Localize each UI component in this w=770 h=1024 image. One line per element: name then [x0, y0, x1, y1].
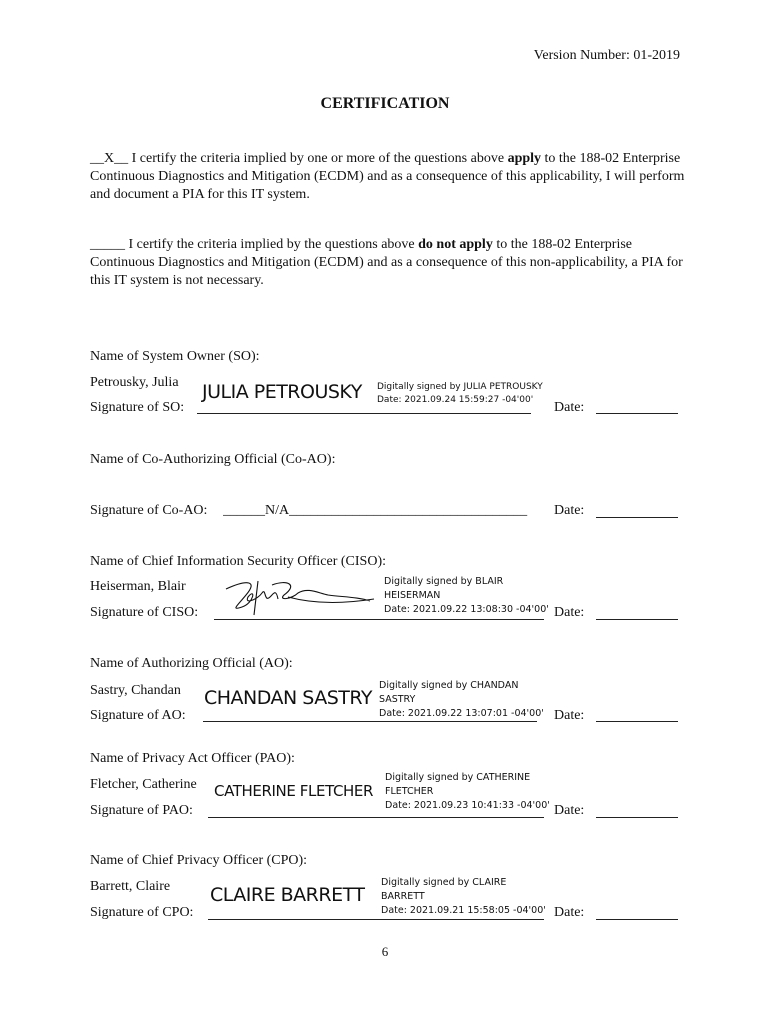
option-apply-mark[interactable]: __X__: [90, 151, 129, 166]
cpo-name-label: Name of Chief Privacy Officer (CPO):: [90, 853, 308, 868]
cpo-signed-date: Date: 2021.09.21 15:58:05 -04'00': [381, 905, 546, 916]
ciso-signed-date: Date: 2021.09.22 13:08:30 -04'00': [384, 604, 549, 615]
so-signature-name[interactable]: JULIA PETROUSKY: [202, 381, 362, 403]
ao-date-line[interactable]: [596, 721, 678, 722]
pao-digital-signature: [385, 771, 550, 813]
pao-signature-label: Signature of PAO:: [90, 803, 193, 818]
cpo-signed-by-2: BARRETT: [381, 891, 425, 902]
so-signed-by: Digitally signed by JULIA PETROUSKY: [377, 382, 543, 392]
coao-date-line[interactable]: [596, 517, 678, 518]
ao-signature-name[interactable]: CHANDAN SASTRY: [204, 687, 372, 709]
version-number: Version Number: 01-2019: [533, 48, 680, 63]
ao-signed-date: Date: 2021.09.22 13:07:01 -04'00': [379, 708, 544, 719]
pao-signed-date: Date: 2021.09.23 10:41:33 -04'00': [385, 800, 550, 811]
ciso-signed-by-2: HEISERMAN: [384, 590, 441, 601]
cpo-date-label: Date:: [554, 905, 585, 920]
ao-signed-by: Digitally signed by CHANDAN: [379, 680, 519, 691]
pao-name: Fletcher, Catherine: [90, 777, 197, 792]
ciso-date-line[interactable]: [596, 619, 678, 620]
pao-signature-line: [208, 817, 544, 818]
coao-signature-value[interactable]: ______N/A__________________________________: [223, 503, 528, 518]
option-not-apply: [90, 236, 690, 290]
so-name-label: Name of System Owner (SO):: [90, 349, 260, 364]
so-digital-signature: [377, 381, 543, 407]
coao-name-label: Name of Co-Authorizing Official (Co-AO):: [90, 452, 336, 467]
cpo-name: Barrett, Claire: [90, 879, 171, 894]
cpo-signature-line: [208, 919, 544, 920]
coao-signature-label: Signature of Co-AO:: [90, 503, 208, 518]
ciso-digital-signature: [384, 575, 549, 617]
option-apply-bold: apply: [507, 151, 542, 166]
ciso-signature-line: [214, 619, 544, 620]
option-not-apply-bold: do not apply: [418, 237, 493, 252]
so-signed-date: Date: 2021.09.24 15:59:27 -04'00': [377, 395, 534, 405]
so-date-label: Date:: [554, 400, 585, 415]
ao-signature-label: Signature of AO:: [90, 708, 186, 723]
pao-signed-by-2: FLETCHER: [385, 786, 434, 797]
option-not-apply-mark[interactable]: _____: [90, 237, 125, 252]
cpo-digital-signature: [381, 876, 546, 918]
coao-date-label: Date:: [554, 503, 585, 518]
option-apply-text: I certify the criteria implied by one or more of the questions above: [128, 151, 508, 166]
pao-date-label: Date:: [554, 803, 585, 818]
ao-digital-signature: [379, 679, 544, 721]
cpo-signed-by: Digitally signed by CLAIRE: [381, 877, 507, 888]
so-name: Petrousky, Julia: [90, 375, 179, 390]
pao-name-label: Name of Privacy Act Officer (PAO):: [90, 751, 295, 766]
ciso-name: Heiserman, Blair: [90, 579, 186, 594]
option-apply-text-2: to the 188-02 Enterprise Continuous Diagnostics and Mitigation (ECDM) and as a consequence of this applicability, I will perform and document a PIA for this IT system.: [90, 151, 685, 202]
pao-signed-by: Digitally signed by CATHERINE: [385, 772, 531, 783]
cpo-date-line[interactable]: [596, 919, 678, 920]
page-title: CERTIFICATION: [320, 95, 450, 112]
so-signature-line: [197, 413, 531, 414]
ciso-signature-label: Signature of CISO:: [90, 605, 199, 620]
page-number: 6: [381, 944, 389, 959]
ao-name: Sastry, Chandan: [90, 683, 181, 698]
so-signature-label: Signature of SO:: [90, 400, 185, 415]
cpo-signature-name[interactable]: CLAIRE BARRETT: [210, 884, 365, 906]
ao-name-label: Name of Authorizing Official (AO):: [90, 656, 293, 671]
ao-signature-line: [203, 721, 537, 722]
pao-date-line[interactable]: [596, 817, 678, 818]
ciso-date-label: Date:: [554, 605, 585, 620]
ao-date-label: Date:: [554, 708, 585, 723]
ciso-handwritten-signature[interactable]: [218, 575, 378, 619]
option-not-apply-text-2: to the 188-02 Enterprise Continuous Diagnostics and Mitigation (ECDM) and as a consequence of this non-applicability, a PIA for this IT system is not necessary.: [90, 237, 683, 288]
ao-signed-by-2: SASTRY: [379, 694, 416, 705]
option-apply: [90, 150, 690, 204]
ciso-signed-by: Digitally signed by BLAIR: [384, 576, 504, 587]
so-date-line[interactable]: [596, 413, 678, 414]
cpo-signature-label: Signature of CPO:: [90, 905, 194, 920]
option-not-apply-text: I certify the criteria implied by the questions above: [125, 237, 419, 252]
pao-signature-name[interactable]: CATHERINE FLETCHER: [214, 782, 374, 800]
ciso-name-label: Name of Chief Information Security Officer (CISO):: [90, 554, 386, 569]
